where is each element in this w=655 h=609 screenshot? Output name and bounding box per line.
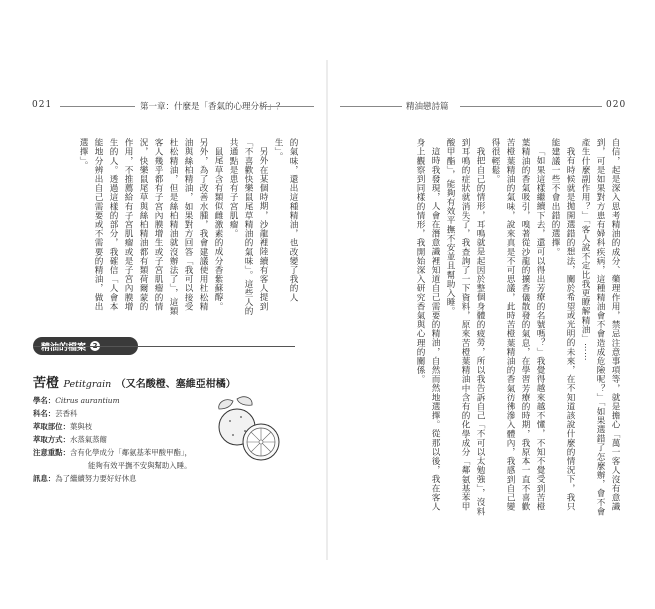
right-body-text bbox=[352, 138, 622, 518]
info-row-continued: 能夠有效平撫不安與幫助入睡。 bbox=[88, 461, 192, 470]
info-row: 注意重點：含有化學成分「鄰氨基苯甲酸甲酯」， bbox=[33, 448, 192, 457]
right-paragraph: 我把自己的情形，耳鳴就是起因於整個身體的疲勞，所以我告訴自己「不可以太勉強」，沒料到耳鳴的症狀就消失了，我查詢了一下資料，原來苦橙葉精油中含有的化學成分「鄰氨基苯甲酸甲酯」，能夠有效平撫不安並且幫助入睡。 bbox=[445, 138, 485, 516]
left-header-rule-b bbox=[262, 106, 314, 107]
plant-name bbox=[33, 372, 236, 391]
info-row: 萃取方式：水蒸氣蒸餾 bbox=[33, 435, 107, 444]
file-divider bbox=[33, 346, 295, 347]
right-paragraph: 這時我發現，人會在潛意識裡知道自己需要的精油，自然而然地選擇。從那以後，我在客人身上觀察到同樣的情形，我開始深入研究香氣與心理的關係。 bbox=[415, 138, 440, 511]
right-paragraph: 我有時候就是拋開選錯的想法，關於希望或光明的未來，在不知道該說什麼的情況下，我只能建議一些不會出錯的選擇。 bbox=[550, 138, 575, 511]
info-row: 萃取部位：葉與枝 bbox=[33, 422, 93, 431]
plant-alias: （又名酸橙、塞維亞柑橘） bbox=[115, 379, 236, 390]
right-page-header: 精油戀詩篇 bbox=[406, 102, 449, 112]
book-gutter bbox=[326, 60, 328, 560]
right-page-number: 020 bbox=[606, 100, 627, 110]
left-body-text bbox=[78, 138, 300, 318]
bitter-orange-illustration bbox=[215, 395, 285, 463]
file-label-text: 精油的檔案 bbox=[41, 342, 87, 353]
left-paragraph: 另外在某個時期，沙龍裡陸續有客人提到「不喜歡快樂鼠尾草精油的氣味」。這些人的共通點是患有子宮肌瘤。 bbox=[228, 138, 268, 316]
info-row: 科名：芸香科 bbox=[33, 409, 78, 418]
right-paragraph: 自信，起是深入思考精油的成分、藥理作用，禁忌注意事項等，就是擔心「萬一客人沒有意識到，可是如果對方患有婦科疾病，這種精油會不會造成危險呢？」「如果選錯了怎麼辦，會不會產生什麼副作用？」「客人說不定比我更瞭解精油」⋯⋯ bbox=[580, 138, 620, 516]
left-page-header: 第一章：什麼是「香氣的心理分析」？ bbox=[140, 102, 285, 112]
left-paragraph: 鼠尾草含有類似雌激素的成分香紫蘇醇。另外，為了改善水腫，我會建議使用杜松精油與絲柏精油，如果對方回答「我可以接受杜松精油，但是絲柏精油就沒辦法了」，這類客人幾乎都有子宮內膜增生或子宮肌瘤的情況，快樂鼠尾草與絲柏精油都有類荷爾蒙的作用，不推薦給有子宮肌瘤或是子宮內膜增生的人。透過這樣的部分，我確信「人會本能地分辨出自己需要或不需要的精油，做出選擇」。 bbox=[78, 138, 223, 316]
right-header-rule-a bbox=[340, 106, 402, 107]
left-paragraph: 的氣味，還出這種精油，也改變了我的人生」。 bbox=[273, 138, 298, 302]
left-page-number: 021 bbox=[32, 100, 53, 110]
right-paragraph: 「如果這樣繼續下去，還可以得出芳療的名號嗎？」我覺得越來越不懂，不知不覺受到苦橙葉精油的香氣吸引，嗅著從沙龍的擴香儀散發的氣息，在學習芳療的時期，我原本一直不喜歡苦橙葉精油的氣味，說來真是不可思議，此時苦橙葉精油的香氣彷彿滲入體內，我感到自己變得很輕鬆。 bbox=[490, 138, 545, 512]
file-number-badge: 2 bbox=[90, 341, 100, 351]
right-header-rule-b bbox=[460, 106, 602, 107]
plant-latin-name: Petitgrain bbox=[63, 379, 112, 390]
plant-chinese-name: 苦橙 bbox=[33, 376, 60, 391]
info-row: 訊息：為了繼續努力要好好休息 bbox=[33, 474, 137, 483]
left-header-rule-a bbox=[60, 106, 135, 107]
info-row: 學名：Citrus aurantium bbox=[33, 396, 120, 405]
